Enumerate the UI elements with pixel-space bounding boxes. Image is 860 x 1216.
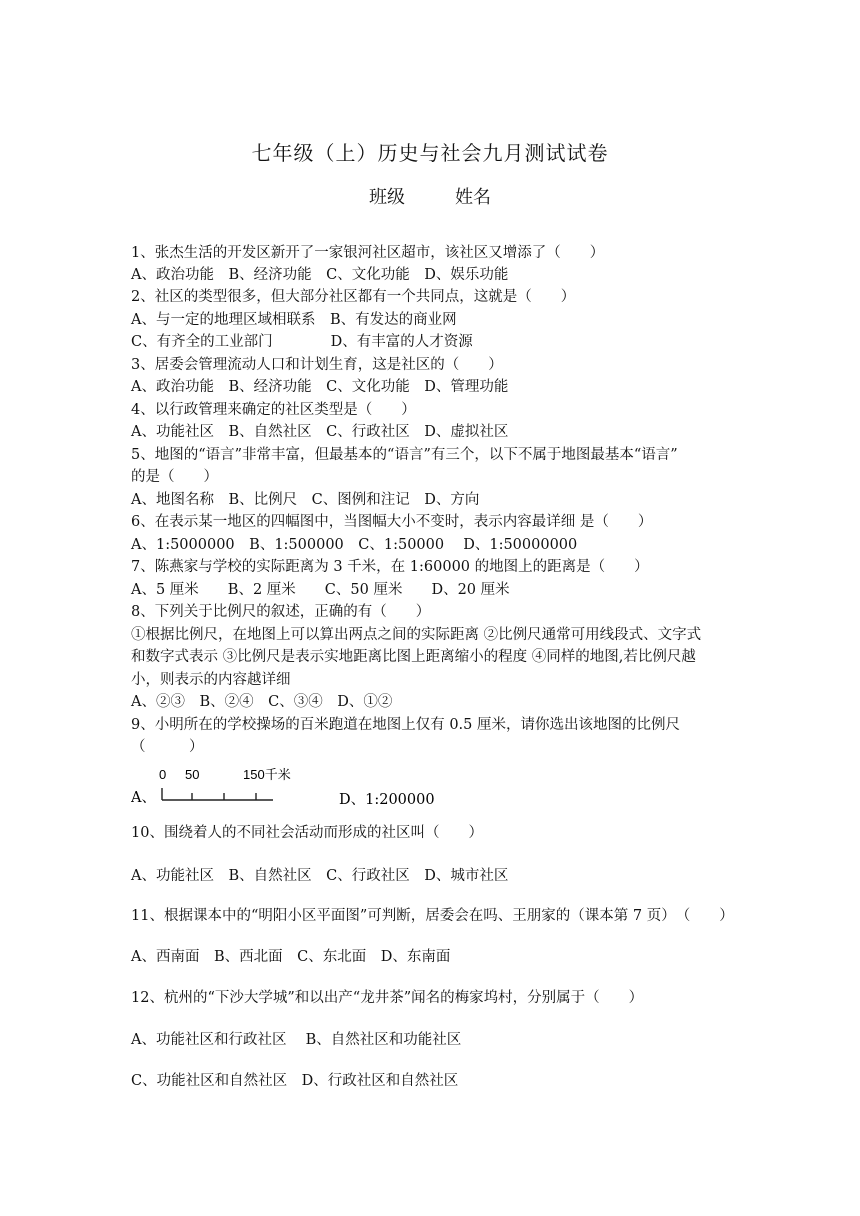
question-line: A、1:5000000 B、1:500000 C、1:50000 D、1:50000000 bbox=[131, 537, 578, 553]
question-line: A、与一定的地理区域相联系 B、有发达的商业网 bbox=[131, 312, 457, 328]
question-line: 11、根据课本中的“明阳小区平面图”可判断，居委会在吗、王朋家的（课本第 7 页） （ ） bbox=[131, 908, 734, 924]
line-scale-figure bbox=[131, 766, 461, 808]
question-line: （ ） bbox=[131, 739, 204, 755]
question-line: 6、在表示某一地区的四幅图中，当图幅大小不变时，表示内容最详细 是（ ） bbox=[131, 514, 653, 530]
class-label: 班级 bbox=[369, 187, 405, 208]
question-line: 9、小明所在的学校操场的百米跑道在地图上仅有 0.5 厘米，请你选出该地图的比例尺 bbox=[131, 717, 681, 733]
question-line: C、有齐全的工业部门 D、有丰富的人才资源 bbox=[131, 334, 473, 350]
question-line: A、②③ B、②④ C、③④ D、①② bbox=[131, 694, 393, 710]
question-line: 3、居委会管理流动人口和计划生育，这是社区的（ ） bbox=[131, 357, 503, 373]
scale-tick-label: 0 bbox=[159, 767, 167, 782]
question-line: A、功能社区和行政社区 B、自然社区和功能社区 bbox=[131, 1032, 462, 1048]
question-line: C、功能社区和自然社区 D、行政社区和自然社区 bbox=[131, 1073, 459, 1089]
question-line: 12、杭州的“下沙大学城”和以出产“龙井茶”闻名的梅家坞村，分别属于（ ） bbox=[131, 990, 644, 1006]
scale-bar bbox=[162, 788, 273, 800]
q9-options bbox=[131, 766, 461, 808]
question-line: A、西南面 B、西北面 C、东北面 D、东南面 bbox=[131, 949, 451, 965]
question-line: 1、张杰生活的开发区新开了一家银河社区超市，该社区又增添了（ ） bbox=[131, 245, 605, 261]
student-info bbox=[0, 183, 860, 209]
question-line: A、政治功能 B、经济功能 C、文化功能 D、管理功能 bbox=[131, 379, 509, 395]
question-line: 4、以行政管理来确定的社区类型是（ ） bbox=[131, 402, 416, 418]
question-line: 8、下列关于比例尺的叙述，正确的有（ ） bbox=[131, 604, 431, 620]
question-line: 5、地图的“语言”非常丰富，但最基本的“语言”有三个，以下不属于地图最基本“语言” bbox=[131, 447, 678, 463]
question-line: A、功能社区 B、自然社区 C、行政社区 D、虚拟社区 bbox=[131, 424, 509, 440]
name-label: 姓名 bbox=[455, 187, 491, 208]
question-line: ①根据比例尺，在地图上可以算出两点之间的实际距离 ②比例尺通常可用线段式、文字式 bbox=[131, 627, 702, 643]
question-line: 的是（ ） bbox=[131, 469, 218, 485]
question-line: 7、陈燕家与学校的实际距离为 3 千米，在 1:60000 的地图上的距离是（ ） bbox=[131, 559, 649, 575]
question-line: A、5 厘米 B、2 厘米 C、50 厘米 D、20 厘米 bbox=[131, 582, 510, 598]
scale-tick-label: 50 bbox=[185, 767, 200, 782]
option-a-label: A、 bbox=[131, 790, 156, 806]
question-line: A、功能社区 B、自然社区 C、行政社区 D、城市社区 bbox=[131, 868, 509, 884]
question-line: 2、社区的类型很多，但大部分社区都有一个共同点，这就是（ ） bbox=[131, 289, 576, 305]
scale-tick-label: 150千米 bbox=[243, 767, 291, 782]
question-line: 和数字式表示 ③比例尺是表示实地距离比图上距离缩小的程度 ④同样的地图,若比例尺越 bbox=[131, 649, 696, 665]
question-line: 10、围绕着人的不同社会活动而形成的社区叫（ ） bbox=[131, 825, 483, 841]
question-line: A、地图名称 B、比例尺 C、图例和注记 D、方向 bbox=[131, 492, 480, 508]
question-line: A、政治功能 B、经济功能 C、文化功能 D、娱乐功能 bbox=[131, 267, 509, 283]
page-title: 七年级（上）历史与社会九月测试试卷 bbox=[251, 141, 609, 165]
option-d: D、1:200000 bbox=[339, 792, 435, 808]
question-line: 小，则表示的内容越详细 bbox=[131, 672, 291, 688]
